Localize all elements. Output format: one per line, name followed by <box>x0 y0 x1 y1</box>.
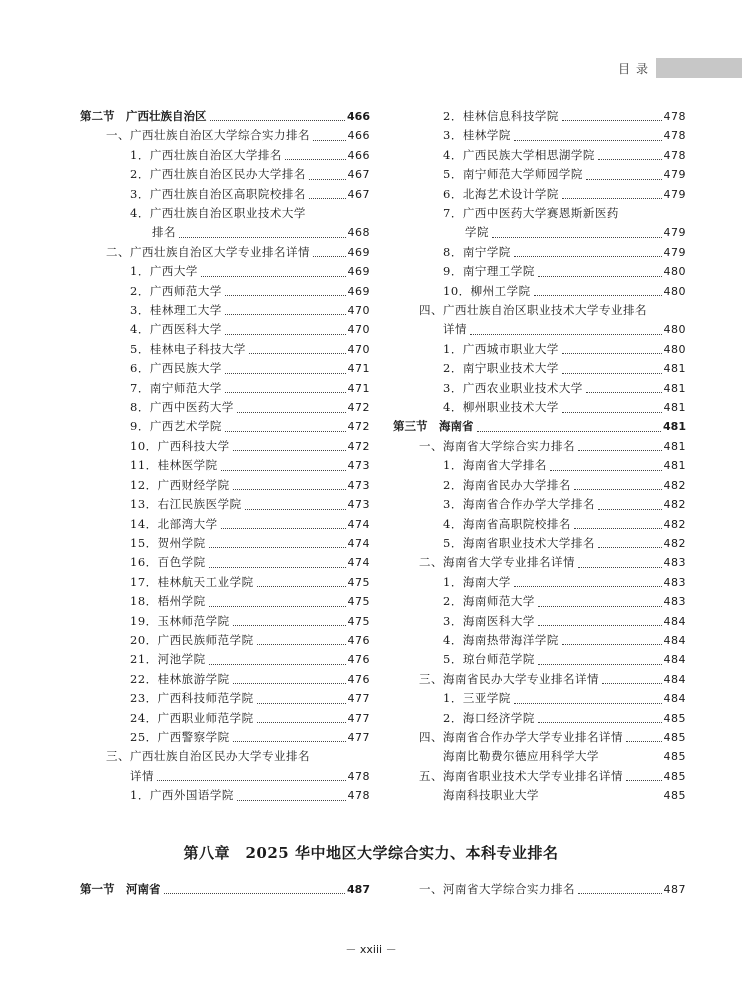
page-number: － xxiii － <box>345 943 397 956</box>
toc-entry-title: 21．河池学院 <box>130 652 206 667</box>
toc-entry-page: 472 <box>347 401 370 415</box>
toc-entry-page: 476 <box>347 633 370 647</box>
toc-bottom-left <box>80 880 370 899</box>
toc-entry-title: 四、广西壮族自治区职业技术大学专业排名 <box>419 303 647 318</box>
header-bar <box>656 58 742 78</box>
toc-entry-page: 487 <box>347 882 370 896</box>
toc-entry-page: 485 <box>663 711 686 725</box>
toc-bottom-right <box>393 880 686 899</box>
toc-entry[interactable] <box>393 592 686 611</box>
toc-leader-dots <box>209 606 346 607</box>
toc-entry[interactable] <box>393 689 686 708</box>
toc-entry-page: 481 <box>663 362 686 376</box>
toc-leader-dots <box>225 392 346 393</box>
toc-entry-title: 7．南宁师范大学 <box>130 380 222 395</box>
toc-entry-page: 485 <box>663 769 686 783</box>
toc-entry-title: 9．南宁理工学院 <box>443 264 535 279</box>
toc-entry-page: 481 <box>663 420 686 434</box>
toc-entry[interactable] <box>80 204 370 223</box>
toc-entry-page: 471 <box>347 381 370 395</box>
toc-leader-dots <box>598 159 662 160</box>
toc-leader-dots <box>562 353 662 354</box>
toc-leader-dots <box>492 237 662 238</box>
toc-entry[interactable] <box>393 437 686 456</box>
toc-entry-title: 2．海口经济学院 <box>443 710 535 725</box>
toc-leader-dots <box>586 392 662 393</box>
toc-entry-page: 470 <box>347 342 370 356</box>
toc-leader-dots <box>233 683 346 684</box>
toc-entry-title: 1．三亚学院 <box>443 691 511 706</box>
toc-entry[interactable] <box>393 767 686 786</box>
toc-entry-title: 11．桂林医学院 <box>130 458 218 473</box>
toc-entry-page: 484 <box>663 653 686 667</box>
toc-entry-title: 第三节 海南省 <box>393 419 474 434</box>
toc-entry[interactable] <box>393 534 686 553</box>
toc-leader-dots <box>578 893 662 894</box>
toc-entry[interactable] <box>80 126 370 145</box>
toc-entry-page: 473 <box>347 498 370 512</box>
toc-entry[interactable] <box>80 767 370 786</box>
toc-leader-dots <box>237 412 346 413</box>
toc-entry-page: 479 <box>663 187 686 201</box>
toc-leader-dots <box>514 140 662 141</box>
toc-entry-title: 4．广西医科大学 <box>130 322 222 337</box>
toc-entry-page: 482 <box>663 517 686 531</box>
toc-entry-page: 469 <box>347 284 370 298</box>
toc-entry-title: 14．北部湾大学 <box>130 516 218 531</box>
toc-entry-title: 1．广西城市职业大学 <box>443 341 559 356</box>
toc-entry[interactable] <box>393 398 686 417</box>
toc-entry-title: 3．广西壮族自治区高职院校排名 <box>130 186 306 201</box>
toc-entry[interactable] <box>80 223 370 242</box>
toc-entry[interactable] <box>80 320 370 339</box>
toc-entry[interactable] <box>80 709 370 728</box>
toc-entry[interactable] <box>80 534 370 553</box>
toc-leader-dots <box>574 528 662 529</box>
toc-entry-title: 6．北海艺术设计学院 <box>443 186 559 201</box>
toc-entry-page: 473 <box>347 459 370 473</box>
toc-entry-title: 2．桂林信息科技学院 <box>443 108 559 123</box>
toc-leader-dots <box>210 120 346 121</box>
toc-leader-dots <box>233 625 346 626</box>
toc-entry[interactable] <box>393 728 686 747</box>
toc-entry-title: 20．广西民族师范学院 <box>130 632 254 647</box>
toc-entry[interactable] <box>393 320 686 339</box>
toc-entry[interactable] <box>393 282 686 301</box>
toc-entry-title: 1．海南省大学排名 <box>443 458 547 473</box>
toc-entry-title: 五、海南省职业技术大学专业排名详情 <box>419 768 623 783</box>
toc-entry[interactable] <box>80 786 370 805</box>
toc-entry-title: 19．玉林师范学院 <box>130 613 230 628</box>
toc-leader-dots <box>209 567 346 568</box>
toc-entry-title: 22．桂林旅游学院 <box>130 671 230 686</box>
toc-entry-title: 10．广西科技大学 <box>130 438 230 453</box>
toc-entry-title: 2．海南省民办大学排名 <box>443 477 571 492</box>
toc-entry-page: 479 <box>663 245 686 259</box>
toc-leader-dots <box>309 198 346 199</box>
toc-entry-page: 476 <box>347 672 370 686</box>
toc-entry-page: 466 <box>347 109 370 123</box>
toc-leader-dots <box>257 644 346 645</box>
toc-entry[interactable] <box>80 456 370 475</box>
toc-entry-page: 480 <box>663 265 686 279</box>
toc-right-column <box>393 107 686 806</box>
toc-entry[interactable] <box>393 573 686 592</box>
toc-entry-title: 1．广西大学 <box>130 264 198 279</box>
toc-entry[interactable] <box>393 243 686 262</box>
toc-entry[interactable] <box>80 747 370 766</box>
toc-entry[interactable] <box>80 476 370 495</box>
toc-entry-page: 469 <box>347 245 370 259</box>
toc-entry-page: 484 <box>663 672 686 686</box>
toc-entry-page: 478 <box>663 109 686 123</box>
toc-leader-dots <box>538 276 662 277</box>
toc-leader-dots <box>313 140 346 141</box>
toc-leader-dots <box>233 489 346 490</box>
toc-entry[interactable] <box>393 709 686 728</box>
toc-leader-dots <box>313 256 346 257</box>
toc-entry-page: 481 <box>663 381 686 395</box>
toc-entry-title: 二、广西壮族自治区大学专业排名详情 <box>106 244 310 259</box>
toc-leader-dots <box>578 450 662 451</box>
toc-entry[interactable] <box>80 612 370 631</box>
toc-entry[interactable] <box>393 185 686 204</box>
toc-entry-page: 478 <box>347 789 370 803</box>
toc-entry[interactable] <box>393 146 686 165</box>
toc-entry-title: 3．海南省合作办学大学排名 <box>443 497 595 512</box>
toc-entry-title: 三、广西壮族自治区民办大学专业排名 <box>106 749 310 764</box>
toc-leader-dots <box>562 120 662 121</box>
toc-entry[interactable] <box>393 340 686 359</box>
toc-entry[interactable] <box>80 495 370 514</box>
toc-entry-title: 2．南宁职业技术大学 <box>443 361 559 376</box>
toc-leader-dots <box>550 470 662 471</box>
toc-leader-dots <box>598 547 662 548</box>
toc-leader-dots <box>233 741 346 742</box>
toc-entry-title: 排名 <box>152 225 176 240</box>
toc-entry[interactable] <box>393 379 686 398</box>
toc-entry-page: 479 <box>663 168 686 182</box>
toc-entry-title: 详情 <box>130 768 154 783</box>
toc-entry-title: 9．广西艺术学院 <box>130 419 222 434</box>
toc-entry[interactable] <box>80 728 370 747</box>
toc-entry-page: 476 <box>347 653 370 667</box>
toc-entry-title: 3．广西农业职业技术大学 <box>443 380 583 395</box>
toc-entry[interactable] <box>80 553 370 572</box>
toc-entry[interactable] <box>80 379 370 398</box>
toc-leader-dots <box>164 893 346 894</box>
toc-entry[interactable] <box>80 650 370 669</box>
toc-entry-title: 第二节 广西壮族自治区 <box>80 108 207 123</box>
toc-leader-dots <box>209 547 346 548</box>
toc-section-entry[interactable] <box>393 418 686 437</box>
toc-entry-title: 学院 <box>465 225 489 240</box>
toc-entry[interactable] <box>393 476 686 495</box>
toc-entry[interactable] <box>80 437 370 456</box>
toc-entry-page: 483 <box>663 556 686 570</box>
toc-leader-dots <box>225 295 346 296</box>
toc-entry[interactable] <box>80 185 370 204</box>
toc-leader-dots <box>257 703 346 704</box>
toc-entry-page: 481 <box>663 439 686 453</box>
toc-entry-page: 474 <box>347 556 370 570</box>
toc-leader-dots <box>221 528 346 529</box>
toc-entry-page: 480 <box>663 284 686 298</box>
toc-leader-dots <box>598 509 662 510</box>
toc-entry[interactable] <box>393 165 686 184</box>
toc-entry-page: 482 <box>663 498 686 512</box>
header-label: 目录 <box>618 62 655 76</box>
toc-entry[interactable] <box>80 301 370 320</box>
toc-entry-title: 三、海南省民办大学专业排名详情 <box>419 671 599 686</box>
toc-entry-page: 473 <box>347 478 370 492</box>
toc-leader-dots <box>534 295 662 296</box>
toc-entry[interactable] <box>80 165 370 184</box>
toc-entry[interactable] <box>80 418 370 437</box>
toc-section-entry[interactable] <box>80 880 370 899</box>
toc-entry-title: 25．广西警察学院 <box>130 729 230 744</box>
toc-entry-title: 海南比勒费尔德应用科学大学 <box>443 749 599 764</box>
toc-entry-page: 477 <box>347 711 370 725</box>
toc-entry-page: 471 <box>347 362 370 376</box>
toc-entry-title: 一、广西壮族自治区大学综合实力排名 <box>106 128 310 143</box>
toc-leader-dots <box>562 198 662 199</box>
toc-entry-title: 第一节 河南省 <box>80 881 161 896</box>
toc-entry-title: 2．广西师范大学 <box>130 283 222 298</box>
toc-leader-dots <box>157 780 346 781</box>
toc-entry-page: 468 <box>347 226 370 240</box>
toc-entry-page: 475 <box>347 614 370 628</box>
toc-entry-page: 485 <box>663 789 686 803</box>
toc-entry-page: 475 <box>347 575 370 589</box>
toc-entry-title: 5．南宁师范大学师园学院 <box>443 167 583 182</box>
toc-entry[interactable] <box>80 243 370 262</box>
toc-entry-title: 10．柳州工学院 <box>443 283 531 298</box>
toc-entry[interactable] <box>80 515 370 534</box>
toc-leader-dots <box>225 373 346 374</box>
toc-entry-page: 470 <box>347 304 370 318</box>
toc-entry-title: 17．桂林航天工业学院 <box>130 574 254 589</box>
toc-entry[interactable] <box>393 670 686 689</box>
toc-entry-page: 483 <box>663 575 686 589</box>
toc-entry-page: 469 <box>347 265 370 279</box>
toc-leader-dots <box>538 625 662 626</box>
toc-entry[interactable] <box>80 146 370 165</box>
toc-leader-dots <box>237 800 346 801</box>
toc-entry-title: 4．广西壮族自治区职业技术大学 <box>130 206 306 221</box>
toc-entry[interactable] <box>80 359 370 378</box>
toc-entry-page: 482 <box>663 478 686 492</box>
toc-leader-dots <box>309 179 346 180</box>
toc-entry-title: 5．琼台师范学院 <box>443 652 535 667</box>
toc-entry[interactable] <box>393 631 686 650</box>
toc-entry[interactable] <box>80 631 370 650</box>
toc-leader-dots <box>477 431 662 432</box>
toc-entry-page: 474 <box>347 517 370 531</box>
toc-leader-dots <box>249 353 346 354</box>
toc-leader-dots <box>514 703 662 704</box>
toc-entry-page: 481 <box>663 401 686 415</box>
toc-leader-dots <box>285 159 346 160</box>
toc-entry-title: 一、海南省大学综合实力排名 <box>419 438 575 453</box>
toc-entry-title: 海南科技职业大学 <box>443 788 539 803</box>
toc-leader-dots <box>626 780 662 781</box>
toc-entry-page: 467 <box>347 168 370 182</box>
toc-entry[interactable] <box>393 126 686 145</box>
toc-leader-dots <box>562 412 662 413</box>
toc-entry-page: 483 <box>663 595 686 609</box>
toc-entry-title: 8．南宁学院 <box>443 244 511 259</box>
toc-entry-page: 479 <box>663 226 686 240</box>
toc-entry-page: 470 <box>347 323 370 337</box>
toc-entry-title: 24．广西职业师范学院 <box>130 710 254 725</box>
toc-entry-title: 4．海南省高职院校排名 <box>443 516 571 531</box>
toc-entry-title: 13．右江民族医学院 <box>130 497 242 512</box>
toc-entry[interactable] <box>393 612 686 631</box>
toc-leader-dots <box>225 334 346 335</box>
toc-entry-page: 485 <box>663 750 686 764</box>
toc-leader-dots <box>578 567 662 568</box>
toc-entry-page: 480 <box>663 342 686 356</box>
toc-entry-title: 2．海南师范大学 <box>443 594 535 609</box>
toc-entry[interactable] <box>393 650 686 669</box>
toc-entry-page: 474 <box>347 536 370 550</box>
toc-entry[interactable] <box>393 359 686 378</box>
toc-entry[interactable] <box>393 786 686 805</box>
toc-entry-page: 467 <box>347 187 370 201</box>
toc-entry-title: 5．海南省职业技术大学排名 <box>443 535 595 550</box>
toc-entry-title: 4．广西民族大学相思湖学院 <box>443 147 595 162</box>
toc-entry-title: 4．柳州职业技术大学 <box>443 400 559 415</box>
toc-entry-title: 16．百色学院 <box>130 555 206 570</box>
toc-entry-title: 23．广西科技师范学院 <box>130 691 254 706</box>
toc-entry-page: 484 <box>663 614 686 628</box>
toc-leader-dots <box>257 722 346 723</box>
toc-entry-title: 4．海南热带海洋学院 <box>443 632 559 647</box>
toc-entry-page: 478 <box>347 769 370 783</box>
toc-entry-page: 480 <box>663 323 686 337</box>
toc-leader-dots <box>562 373 662 374</box>
toc-leader-dots <box>225 431 346 432</box>
toc-entry[interactable] <box>393 747 686 766</box>
toc-entry-page: 484 <box>663 633 686 647</box>
toc-entry-title: 二、海南省大学专业排名详情 <box>419 555 575 570</box>
toc-entry-title: 15．贺州学院 <box>130 535 206 550</box>
toc-entry[interactable] <box>80 398 370 417</box>
toc-entry-page: 481 <box>663 459 686 473</box>
toc-entry-title: 1．广西外国语学院 <box>130 788 234 803</box>
toc-entry-title: 详情 <box>443 322 467 337</box>
toc-leader-dots <box>514 586 662 587</box>
toc-entry-title: 2．广西壮族自治区民办大学排名 <box>130 167 306 182</box>
toc-left-column <box>80 107 370 806</box>
toc-leader-dots <box>538 664 662 665</box>
toc-entry[interactable] <box>393 456 686 475</box>
toc-entry-page: 478 <box>663 129 686 143</box>
toc-entry-title: 3．海南医科大学 <box>443 613 535 628</box>
toc-entry[interactable] <box>393 553 686 572</box>
toc-leader-dots <box>626 741 662 742</box>
toc-entry[interactable] <box>393 880 686 899</box>
toc-leader-dots <box>201 276 346 277</box>
toc-leader-dots <box>245 509 346 510</box>
toc-leader-dots <box>225 314 346 315</box>
toc-leader-dots <box>562 644 662 645</box>
toc-entry-page: 472 <box>347 420 370 434</box>
toc-entry-page: 478 <box>663 148 686 162</box>
toc-entry-title: 12．广西财经学院 <box>130 477 230 492</box>
toc-entry-page: 466 <box>347 129 370 143</box>
toc-leader-dots <box>470 334 662 335</box>
toc-entry-page: 466 <box>347 148 370 162</box>
toc-leader-dots <box>179 237 346 238</box>
toc-leader-dots <box>538 606 662 607</box>
toc-section-entry[interactable] <box>80 107 370 126</box>
toc-leader-dots <box>602 683 662 684</box>
toc-entry-page: 472 <box>347 439 370 453</box>
toc-entry-title: 1．海南大学 <box>443 574 511 589</box>
toc-entry-title: 3．桂林学院 <box>443 128 511 143</box>
toc-entry[interactable] <box>80 282 370 301</box>
toc-entry-title: 8．广西中医药大学 <box>130 400 234 415</box>
toc-entry[interactable] <box>393 301 686 320</box>
toc-leader-dots <box>209 664 346 665</box>
toc-entry-title: 一、河南省大学综合实力排名 <box>419 881 575 896</box>
toc-entry[interactable] <box>80 689 370 708</box>
toc-entry[interactable] <box>80 262 370 281</box>
toc-entry[interactable] <box>80 340 370 359</box>
toc-entry[interactable] <box>80 670 370 689</box>
toc-entry-title: 3．桂林理工大学 <box>130 303 222 318</box>
toc-entry[interactable] <box>393 107 686 126</box>
toc-leader-dots <box>233 450 346 451</box>
toc-entry[interactable] <box>393 262 686 281</box>
toc-entry-page: 487 <box>663 882 686 896</box>
toc-entry-title: 5．桂林电子科技大学 <box>130 341 246 356</box>
toc-entry-title: 1．广西壮族自治区大学排名 <box>130 147 282 162</box>
toc-entry[interactable] <box>393 204 686 223</box>
toc-entry-page: 484 <box>663 692 686 706</box>
toc-leader-dots <box>538 722 662 723</box>
toc-leader-dots <box>221 470 346 471</box>
toc-leader-dots <box>514 256 662 257</box>
toc-entry-page: 482 <box>663 536 686 550</box>
toc-entry-page: 485 <box>663 730 686 744</box>
toc-entry[interactable] <box>393 495 686 514</box>
toc-entry-title: 18．梧州学院 <box>130 594 206 609</box>
toc-entry-page: 475 <box>347 595 370 609</box>
toc-entry[interactable] <box>393 223 686 242</box>
toc-entry[interactable] <box>80 592 370 611</box>
toc-leader-dots <box>586 179 662 180</box>
chapter-title: 第八章 2025 华中地区大学综合实力、本科专业排名 <box>183 844 559 862</box>
toc-entry-title: 6．广西民族大学 <box>130 361 222 376</box>
toc-entry[interactable] <box>80 573 370 592</box>
toc-entry[interactable] <box>393 515 686 534</box>
toc-entry-page: 477 <box>347 730 370 744</box>
toc-leader-dots <box>257 586 346 587</box>
toc-entry-page: 477 <box>347 692 370 706</box>
toc-entry-title: 7．广西中医药大学赛恩斯新医药 <box>443 206 619 221</box>
toc-entry-title: 四、海南省合作办学大学专业排名详情 <box>419 729 623 744</box>
toc-leader-dots <box>574 489 662 490</box>
